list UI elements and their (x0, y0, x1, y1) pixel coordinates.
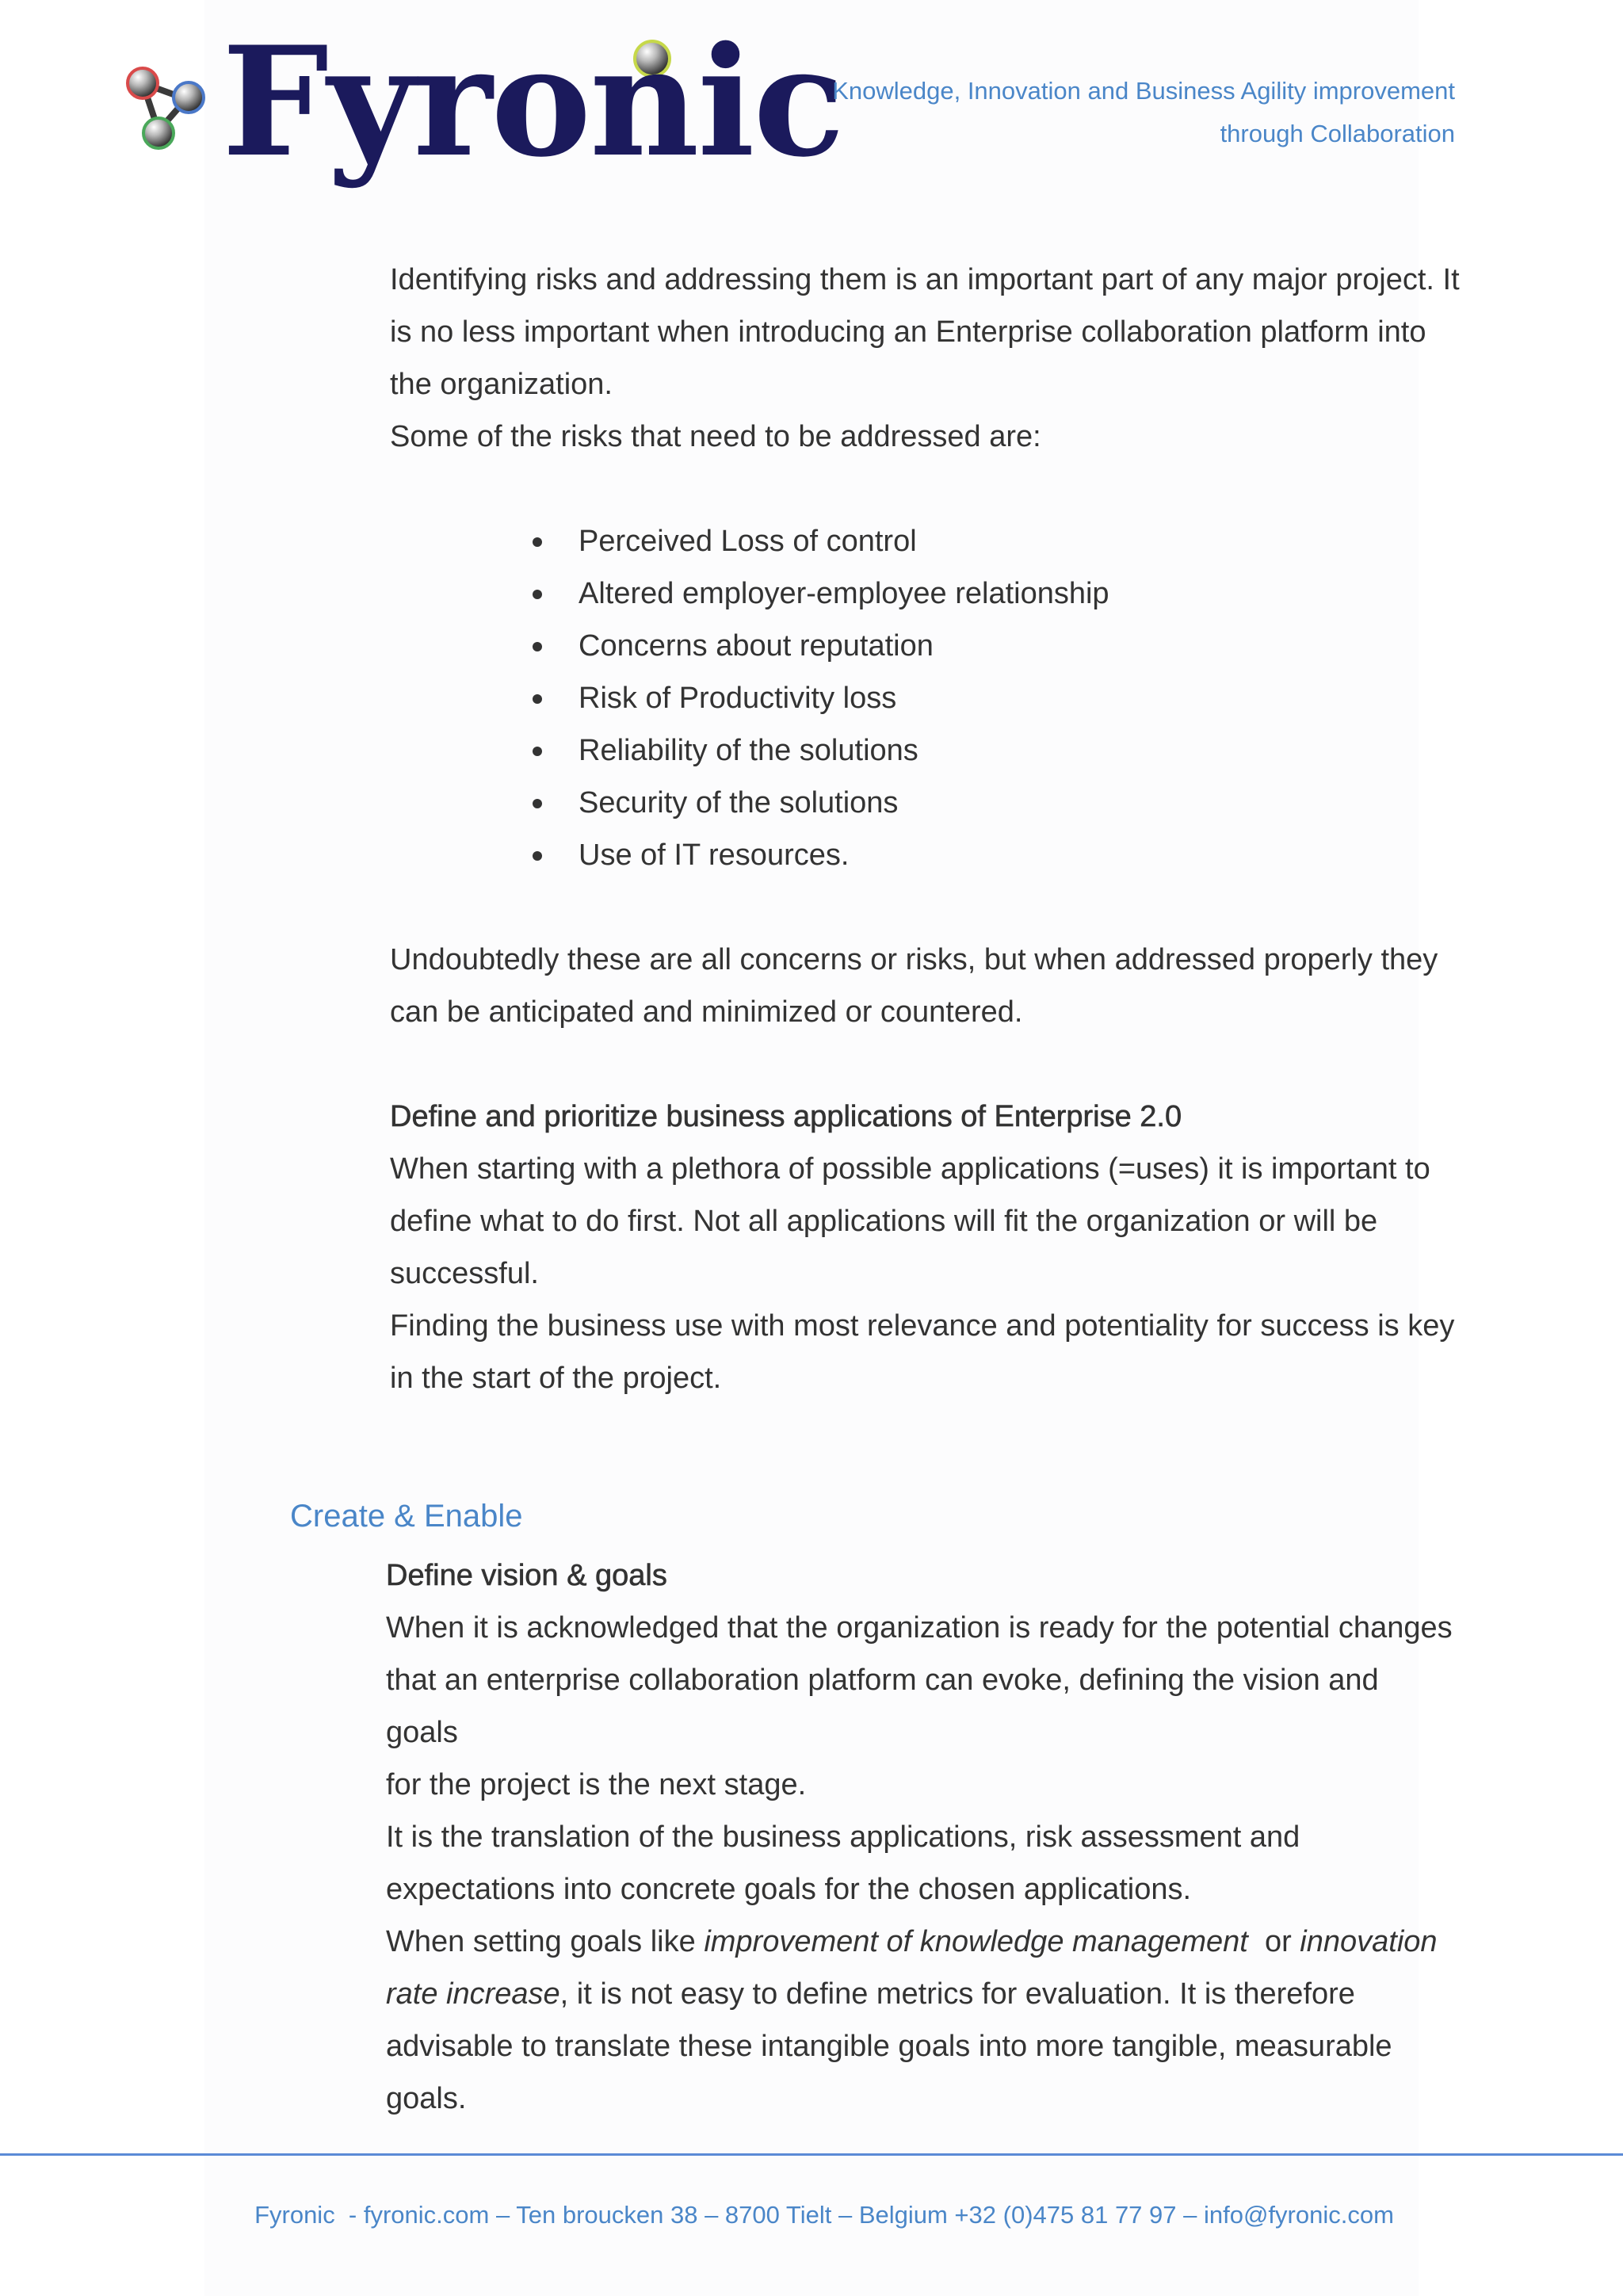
list-item (390, 620, 1460, 672)
bullet-icon (533, 590, 542, 599)
conclusion-paragraph (390, 934, 1460, 1038)
list-item (390, 777, 1460, 829)
vision-paragraph-2 (386, 1811, 1456, 1916)
text-line: It is the translation of the business applications, risk assessment and (386, 1820, 1300, 1854)
list-item-label: Security of the solutions (579, 786, 899, 819)
emphasis-text: improvement of knowledge management (704, 1925, 1248, 1958)
text-line: When it is acknowledged that the organization is ready for the potential changes (386, 1611, 1453, 1645)
list-item-label: Risk of Productivity loss (579, 682, 897, 715)
text-line: Finding the business use with most relevance and potentiality for success is key (390, 1309, 1455, 1343)
vision-paragraph-1 (386, 1602, 1456, 1811)
list-item (390, 515, 1460, 567)
text-line: advisable to translate these intangible goals into more tangible, measurable (386, 2030, 1392, 2063)
risk-list-section (390, 515, 1460, 881)
bullet-icon (533, 694, 542, 704)
vision-paragraph-3 (386, 1916, 1456, 2125)
list-item-label: Reliability of the solutions (579, 734, 918, 767)
bullet-icon (533, 642, 542, 651)
intro-section (390, 254, 1460, 463)
text-line: Identifying risks and addressing them is an important part of any major project. It (390, 263, 1460, 296)
list-item-label: Perceived Loss of control (579, 525, 917, 558)
text-line: that an enterprise collaboration platform can evoke, defining the vision and goals (386, 1664, 1379, 1749)
intro-paragraph (390, 254, 1460, 411)
tagline-line-1: Knowledge, Innovation and Business Agility improvement (832, 77, 1455, 105)
text-line: goals. (386, 2082, 467, 2115)
list-item (390, 724, 1460, 777)
text-line: the organization. (390, 368, 613, 401)
tagline-line-2: through Collaboration (1220, 120, 1455, 147)
list-item (390, 672, 1460, 724)
text-line: Undoubtedly these are all concerns or risks, but when addressed properly they (390, 943, 1438, 976)
text-line: successful. (390, 1257, 539, 1290)
fyronic-logo (119, 13, 844, 206)
header-tagline (773, 70, 1455, 155)
applications-paragraph-2 (390, 1300, 1460, 1404)
applications-paragraph-1 (390, 1143, 1460, 1300)
emphasis-text: innovation (1300, 1925, 1438, 1958)
text-run: , it is not easy to define metrics for evaluation. It is therefore (559, 1977, 1355, 2011)
text-run: When setting goals like (386, 1925, 705, 1958)
text-line: is no less important when introducing an Enterprise collaboration platform into (390, 315, 1426, 349)
risk-list (390, 515, 1460, 881)
list-item-label: Altered employer-employee relationship (579, 577, 1109, 610)
bullet-icon (533, 851, 542, 861)
bullet-icon (533, 799, 542, 808)
footer-rule (0, 2153, 1623, 2156)
section-heading: Define and prioritize business applications of Enterprise 2.0 (390, 1100, 1182, 1133)
text-run: or (1247, 1925, 1300, 1958)
bullet-icon (533, 747, 542, 756)
text-line: When starting with a plethora of possible applications (=uses) it is important to (390, 1152, 1430, 1186)
risks-lead-in: Some of the risks that need to be addressed are: (390, 420, 1041, 453)
subsection-heading: Define vision & goals (386, 1559, 667, 1592)
bullet-icon (533, 537, 542, 547)
create-enable-title: Create & Enable (290, 1499, 523, 1534)
logo-wordmark: Fyronic (222, 13, 844, 190)
text-line: for the project is the next stage. (386, 1768, 807, 1801)
text-line: expectations into concrete goals for the chosen applications. (386, 1873, 1192, 1906)
conclusion-section (390, 934, 1460, 1038)
page-footer: Fyronic - fyronic.com – Ten broucken 38 – 8700 Tielt – Belgium +32 (0)475 81 77 97 – info@fyronic.com (254, 2201, 1394, 2229)
emphasis-text: rate increase (386, 1977, 560, 2011)
list-item-label: Use of IT resources. (579, 839, 850, 872)
list-item (390, 567, 1460, 620)
text-line: can be anticipated and minimized or countered. (390, 995, 1023, 1029)
list-item-label: Concerns about reputation (579, 629, 934, 663)
list-item (390, 829, 1460, 881)
text-line: in the start of the project. (390, 1362, 722, 1395)
define-applications-section (390, 1091, 1460, 1404)
vision-goals-section (386, 1549, 1456, 2125)
text-line: define what to do first. Not all applications will fit the organization or will be (390, 1205, 1378, 1238)
